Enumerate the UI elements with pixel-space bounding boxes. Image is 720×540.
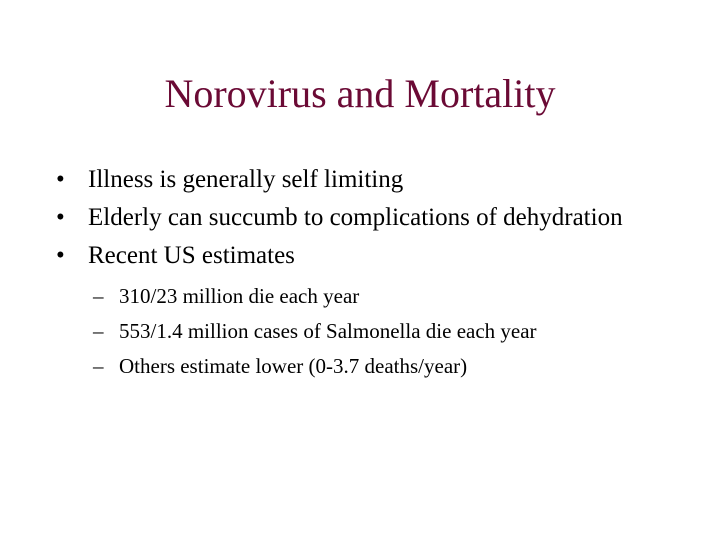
sub-bullet-item [55, 349, 643, 384]
slide-title: Norovirus and Mortality [164, 71, 556, 116]
bullet-item [56, 237, 676, 384]
sub-bullet-item [55, 279, 643, 314]
bullet-text: Elderly can succumb to complications of dehydration [88, 204, 623, 231]
bullet-text: Illness is generally self limiting [88, 166, 404, 193]
bullet-marker [56, 199, 88, 237]
bullet-text: Recent US estimates [88, 242, 295, 269]
sub-bullet-list [55, 279, 643, 384]
sub-bullet-dash [93, 349, 104, 384]
sub-bullet-item [55, 314, 643, 349]
sub-bullet-text: 553/1.4 million cases of Salmonella die each year [119, 319, 537, 343]
bullet-item [56, 161, 676, 199]
sub-bullet-text: Others estimate lower (0-3.7 deaths/year) [119, 354, 468, 378]
bullet-item [56, 199, 676, 237]
bullet-marker [56, 161, 88, 199]
sub-bullet-text: 310/23 million die each year [119, 284, 360, 308]
bullet-marker [56, 237, 88, 275]
bullet-list [56, 161, 676, 384]
sub-bullet-dash [93, 314, 104, 349]
sub-bullet-dash [93, 279, 104, 314]
